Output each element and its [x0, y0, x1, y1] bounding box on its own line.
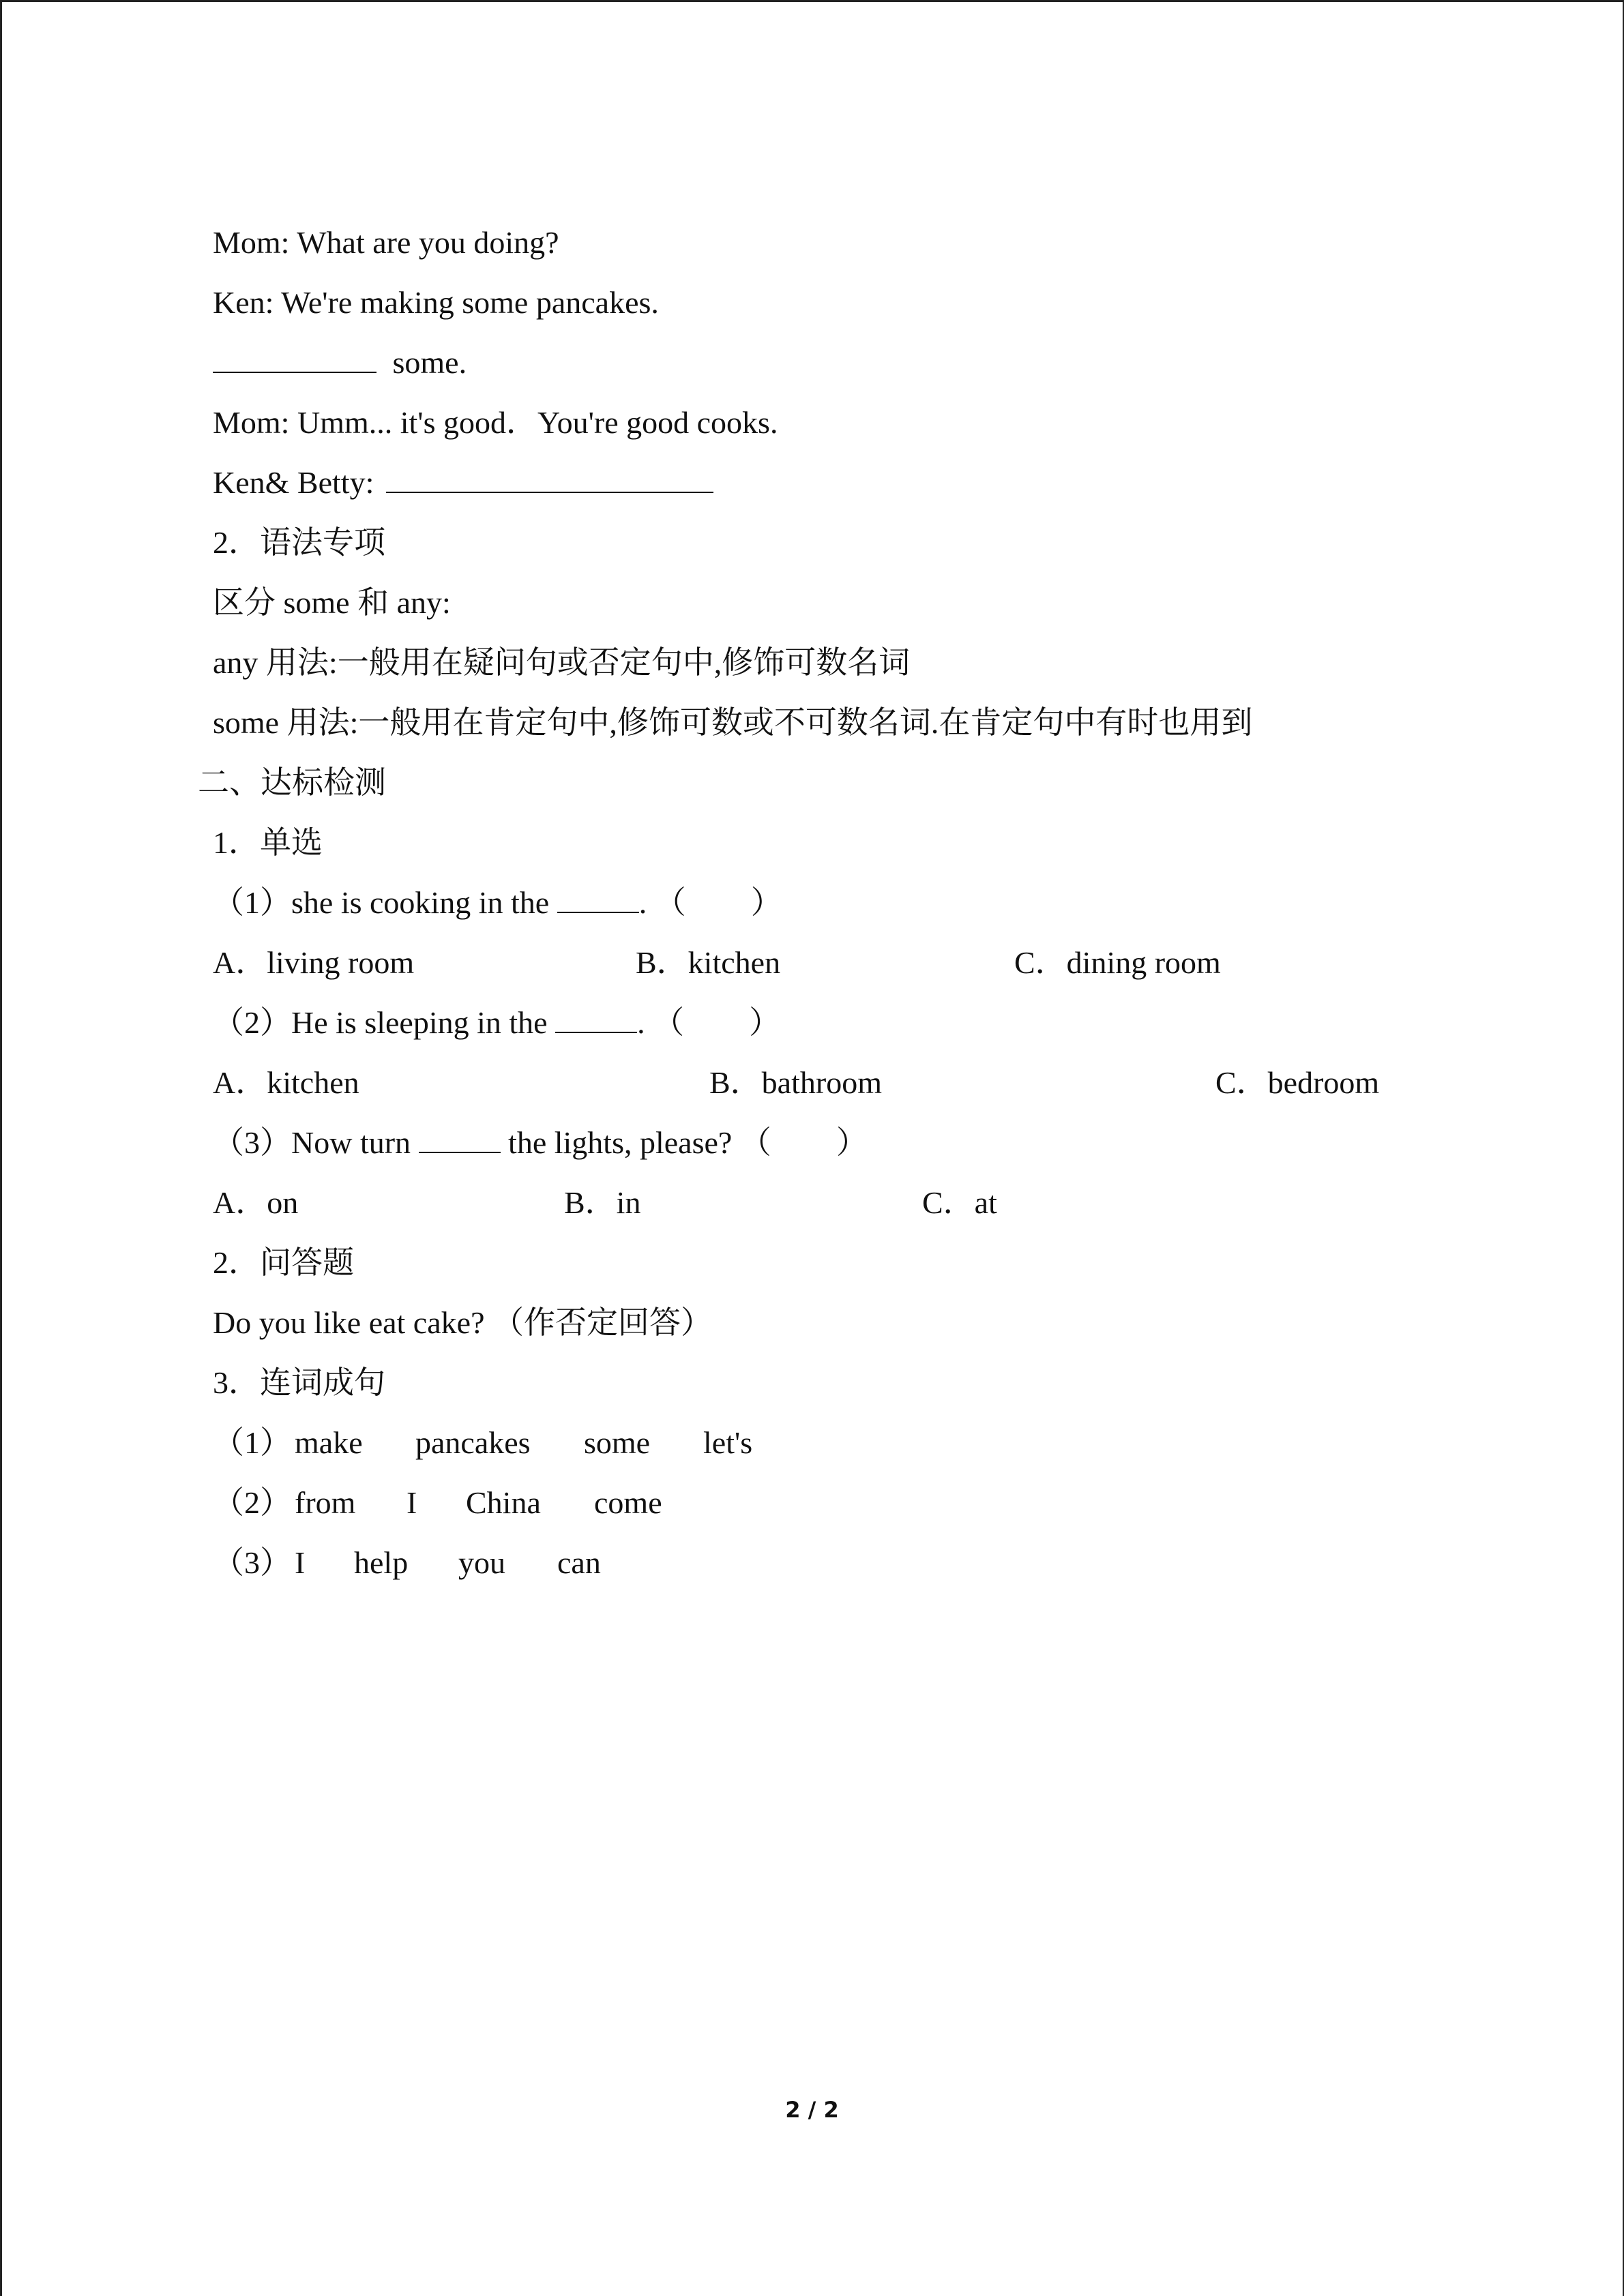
option-a[interactable]: A．living room — [213, 945, 415, 980]
arrange-word: you — [458, 1545, 505, 1580]
worksheet-content — [198, 213, 1441, 1593]
page-number: 2 / 2 — [785, 2097, 839, 2123]
mc-question-3 — [213, 1113, 1441, 1173]
paren-close: ） — [750, 885, 782, 920]
grammar-any-usage: any 用法:一般用在疑问句或否定句中,修饰可数名词 — [213, 645, 911, 680]
option-b[interactable]: B．bathroom — [709, 1065, 882, 1100]
paren-close: ） — [836, 1125, 868, 1160]
answer-blank[interactable] — [386, 460, 713, 493]
dialogue-ken-betty-line — [213, 453, 1441, 513]
arrange-word: come — [594, 1485, 662, 1520]
mc-options-2 — [213, 1053, 1441, 1113]
item-number: （1） — [213, 1425, 291, 1460]
mc-options-1 — [213, 933, 1441, 993]
question-suffix: . （ — [638, 885, 686, 920]
arrange-word: can — [557, 1545, 601, 1580]
option-c[interactable]: C．bedroom — [1215, 1065, 1380, 1100]
item-number: （3） — [213, 1545, 291, 1580]
arrange-heading: 3．连词成句 — [213, 1365, 385, 1400]
qa-question: Do you like eat cake? （作否定回答） — [213, 1305, 712, 1340]
arrange-word: China — [466, 1485, 541, 1520]
grammar-some-usage: some 用法:一般用在肯定句中,修饰可数或不可数名词.在肯定句中有时也用到 — [213, 705, 1253, 740]
answer-blank[interactable] — [213, 340, 377, 373]
item-number: （2） — [213, 1485, 291, 1520]
dialogue-ken-line: Ken: We're making some pancakes. — [213, 285, 659, 320]
arrange-item-1 — [213, 1413, 1441, 1473]
option-c[interactable]: C．at — [922, 1185, 997, 1220]
arrange-word: help — [354, 1545, 409, 1580]
dialogue-mom-line: Mom: What are you doing? — [213, 225, 559, 260]
question-prefix: （2）He is sleeping in the — [213, 1005, 556, 1040]
answer-blank[interactable] — [557, 880, 639, 913]
grammar-heading: 2．语法专项 — [213, 525, 385, 560]
dialogue-mom-line-2: Mom: Umm... it's good．You're good cooks. — [213, 405, 778, 440]
question-suffix: . （ — [637, 1005, 685, 1040]
answer-blank[interactable] — [419, 1120, 501, 1153]
mc-options-3 — [213, 1173, 1441, 1233]
option-a[interactable]: A．on — [213, 1185, 299, 1220]
arrange-word: pancakes — [415, 1425, 531, 1460]
mc-question-1 — [213, 873, 1441, 933]
blank-suffix: some. — [385, 345, 467, 380]
arrange-word: let's — [703, 1425, 753, 1460]
option-c[interactable]: C．dining room — [1014, 945, 1221, 980]
arrange-word: from — [295, 1485, 356, 1520]
option-b[interactable]: B．in — [564, 1185, 641, 1220]
arrange-word: I — [407, 1485, 417, 1520]
answer-blank[interactable] — [555, 1000, 637, 1033]
question-prefix: （3）Now turn — [213, 1125, 419, 1160]
arrange-word: I — [295, 1545, 306, 1580]
dialogue-blank-line — [213, 333, 1441, 393]
grammar-intro: 区分 some 和 any: — [213, 585, 451, 620]
mc-question-2 — [213, 993, 1441, 1053]
arrange-item-2 — [213, 1473, 1441, 1533]
qa-heading: 2．问答题 — [213, 1245, 354, 1280]
option-a[interactable]: A．kitchen — [213, 1065, 359, 1100]
arrange-item-3 — [213, 1533, 1441, 1593]
question-suffix: the lights, please? （ — [500, 1125, 771, 1160]
section-heading: 二、达标检测 — [198, 765, 386, 800]
arrange-word: make — [295, 1425, 363, 1460]
option-b[interactable]: B．kitchen — [636, 945, 781, 980]
arrange-word: some — [584, 1425, 651, 1460]
mc-heading: 1．单选 — [213, 825, 323, 860]
ken-betty-label: Ken& Betty: — [213, 465, 382, 500]
question-prefix: （1）she is cooking in the — [213, 885, 557, 920]
paren-close: ） — [749, 1005, 781, 1040]
